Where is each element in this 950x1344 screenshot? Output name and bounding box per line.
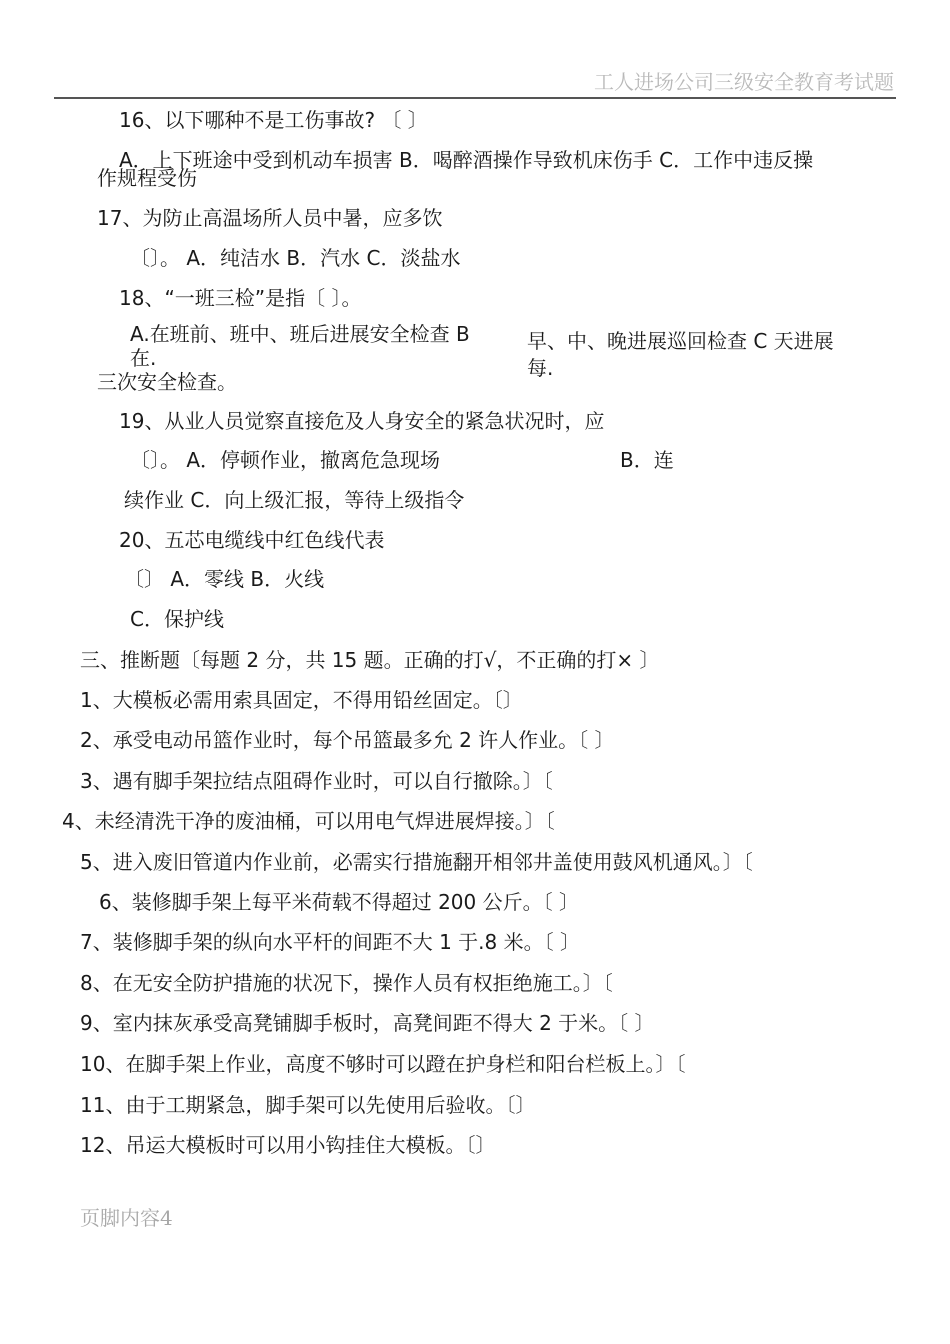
q17-options: 〔〕。 A．纯洁水 B．汽水 C．淡盐水 — [130, 246, 461, 270]
q18-option-b-cont: 每. — [527, 356, 554, 380]
q16-options-cont: 作规程受伤 — [97, 166, 197, 190]
q19-options-b: B．连 — [620, 448, 674, 472]
q20-options: 〔〕 A．零线 B．火线 — [124, 567, 325, 591]
q18-stem: 18、“一班三检”是指〔 〕。 — [119, 286, 362, 310]
judgment-item: 10、在脚手架上作业，高度不够时可以蹬在护身栏和阳台栏板上。〕〔 — [80, 1052, 686, 1076]
q20-option-c: C．保护线 — [130, 607, 224, 631]
q16-options: A．上下班途中受到机动车损害 B．喝醉酒操作导致机床伤手 C．工作中违反操 — [119, 148, 814, 172]
judgment-item: 2、承受电动吊篮作业时，每个吊篮最多允 2 许人作业。〔 〕 — [80, 728, 615, 752]
q18-continuation: 三次安全检查。 — [97, 370, 237, 394]
q18-option-a-cont: 在. — [130, 346, 157, 370]
page-header-title: 工人进场公司三级安全教育考试题 — [594, 70, 894, 94]
q18-option-a: A.在班前、班中、班后进展安全检查 B — [130, 322, 470, 346]
judgment-item: 12、吊运大模板时可以用小钩挂住大模板。〔〕 — [80, 1133, 496, 1157]
judgment-item: 1、大模板必需用索具固定，不得用铅丝固定。〔〕 — [80, 688, 523, 712]
q20-stem: 20、五芯电缆线中红色线代表 — [119, 528, 385, 552]
judgment-item: 5、进入废旧管道内作业前，必需实行措施翻开相邻井盖使用鼓风机通风。〕〔 — [80, 850, 753, 874]
q16-stem: 16、以下哪种不是工伤事故? 〔 〕 — [119, 108, 428, 132]
q19-continuation: 续作业 C．向上级汇报，等待上级指令 — [124, 488, 465, 512]
judgment-item: 9、室内抹灰承受高凳铺脚手板时，高凳间距不得大 2 于米。〔 〕 — [80, 1011, 655, 1035]
judgment-item: 4、未经清洗干净的废油桶，可以用电气焊进展焊接。〕〔 — [62, 809, 555, 833]
q19-stem: 19、从业人员觉察直接危及人身安全的紧急状况时，应 — [119, 409, 605, 433]
section3-title: 三、推断题〔每题 2 分，共 15 题。正确的打√，不正确的打× 〕 — [80, 648, 660, 672]
judgment-item: 8、在无安全防护措施的状况下，操作人员有权拒绝施工。〕〔 — [80, 971, 613, 995]
q19-options-a: 〔〕。 A．停顿作业，撤离危急现场 — [130, 448, 441, 472]
judgment-item: 3、遇有脚手架拉结点阻碍作业时，可以自行撤除。〕〔 — [80, 769, 553, 793]
judgment-item: 6、装修脚手架上每平米荷载不得超过 200 公斤。〔 〕 — [99, 890, 579, 914]
judgment-item: 11、由于工期紧急，脚手架可以先使用后验收。〔〕 — [80, 1093, 536, 1117]
q18-option-b: 早、中、晚进展巡回检查 C 天进展 — [527, 329, 834, 353]
page-footer: 页脚内容4 — [80, 1206, 173, 1230]
q17-stem: 17、为防止高温场所人员中暑，应多饮 — [97, 206, 443, 230]
header-divider — [54, 97, 896, 99]
judgment-item: 7、装修脚手架的纵向水平杆的间距不大 1 于.8 米。〔 〕 — [80, 930, 580, 954]
